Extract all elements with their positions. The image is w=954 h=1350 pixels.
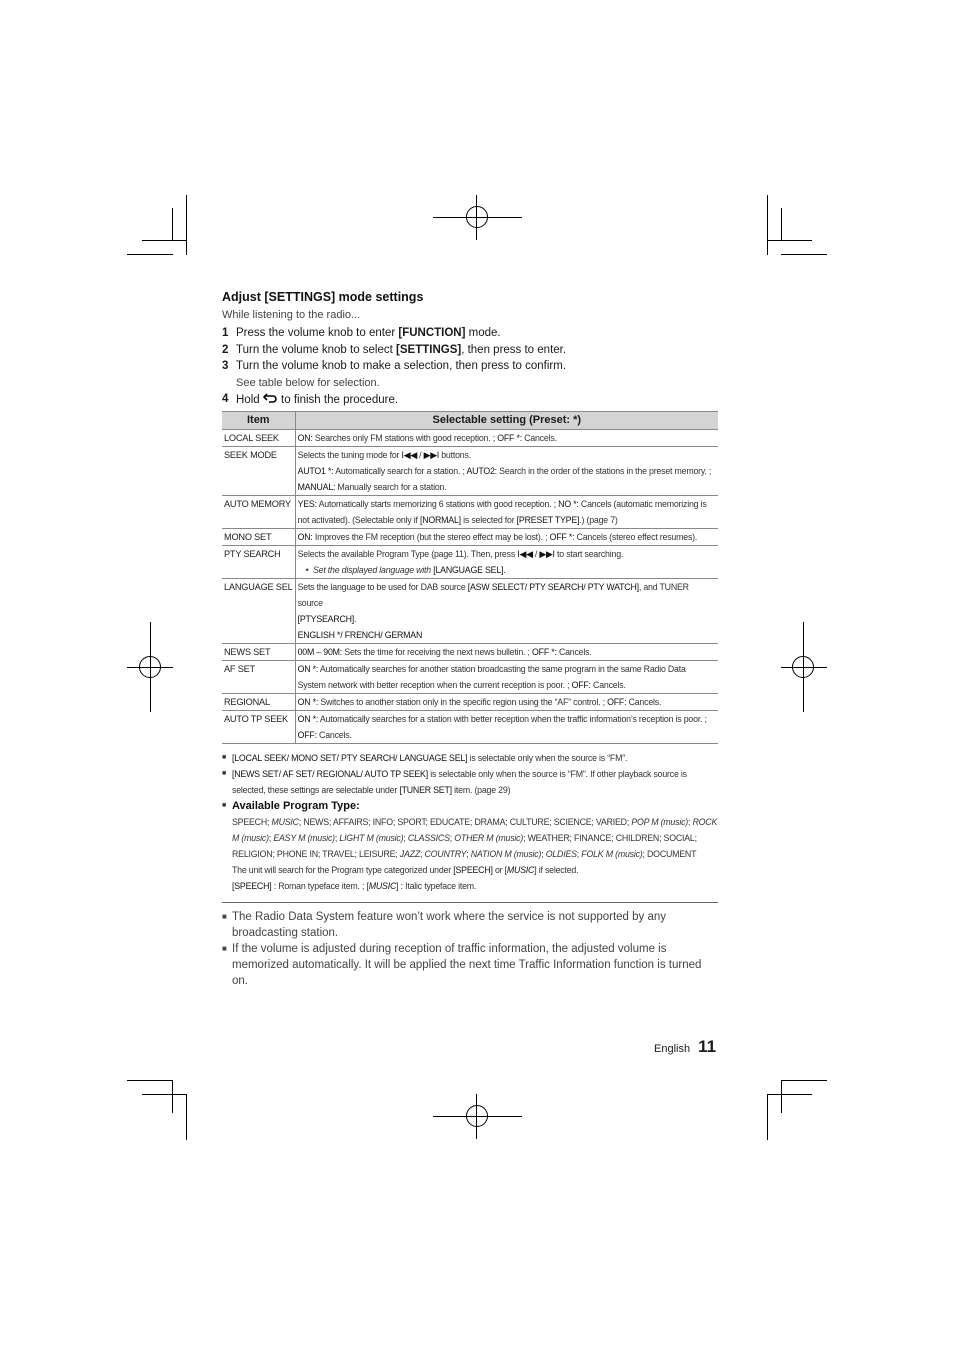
note-item: ■ If the volume is adjusted during reception of traffic information, the adjusted volume is memorized automatically. It will be applied the next time Traffic Information function is turned on. — [222, 941, 718, 989]
crop-mark — [127, 254, 173, 255]
row-item: AUTO TP SEEK — [222, 710, 295, 743]
note-item: ■ Available Program Type: — [222, 798, 718, 814]
next-button-icon: ▶▶I — [423, 449, 439, 460]
divider — [222, 902, 718, 903]
footer-language: English — [654, 1043, 691, 1055]
intro-text: While listening to the radio... — [222, 309, 361, 321]
crop-mark — [172, 208, 173, 241]
table-row — [222, 429, 718, 446]
program-type-list: SPEECH; MUSIC; NEWS; AFFAIRS; INFO; SPORT; EDUCATE; DRAMA; CULTURE; SCIENCE; VARIED; POP M (music); ROCK M (music); EASY M (music); LIGHT M (music); CLASSICS; OTHER M (music); WEATHER; FINANCE; CHILDREN; SOCIAL; RELIGION; PHONE IN; TRAVEL; LEISURE; JAZZ; COUNTRY; NATION M (music); OLDIES; FOLK M (music); DOCUMENT — [232, 816, 718, 859]
table-row — [222, 578, 718, 643]
section-heading: Adjust [SETTINGS] mode settings — [222, 290, 424, 304]
row-setting: YES: Automatically starts memorizing 6 stations with good reception. ; NO *: Cancels (automatic memorizing is not activated). (Selectable only if [NORMAL] is selected for [PRESET TYPE].) (page 7) — [295, 495, 718, 528]
row-setting: ON *: Automatically searches for another station broadcasting the same program in the same Radio Data System network with better reception when the current reception is poor. ; OFF: Cancels. — [295, 660, 718, 693]
page-number: 11 — [698, 1037, 717, 1056]
column-header-setting: Selectable setting (Preset: *) — [295, 411, 718, 429]
crop-mark — [767, 1094, 768, 1140]
note-item: ■ The Radio Data System feature won’t work where the service is not supported by any broadcasting station. — [222, 909, 718, 941]
crop-mark — [767, 240, 812, 241]
table-row — [222, 446, 718, 495]
row-item: LANGUAGE SEL — [222, 578, 295, 643]
crop-mark — [142, 240, 187, 241]
crop-mark — [186, 195, 187, 255]
row-item: LOCAL SEEK — [222, 429, 295, 446]
table-row — [222, 495, 718, 528]
page-content — [222, 290, 718, 989]
crop-mark — [781, 1080, 782, 1113]
table-row — [222, 528, 718, 545]
row-item: NEWS SET — [222, 643, 295, 660]
row-setting: ON: Improves the FM reception (but the stereo effect may be lost). ; OFF *: Cancels (stereo effect resumes). — [295, 528, 718, 545]
step-4: 4 Hold to finish the procedure. — [222, 393, 399, 406]
row-setting: Sets the language to be used for DAB source [ASW SELECT/ PTY SEARCH/ PTY WATCH], and TUNER source [PTYSEARCH]. ENGLISH */ FRENCH/ GERMAN — [295, 578, 718, 643]
step-1: 1 Press the volume knob to enter [FUNCTION] mode. — [222, 327, 501, 339]
back-icon — [263, 391, 278, 408]
row-item: AUTO MEMORY — [222, 495, 295, 528]
crop-mark — [186, 1094, 187, 1140]
row-item: SEEK MODE — [222, 446, 295, 495]
steps-list — [222, 325, 718, 409]
program-search-note: The unit will search for the Program type categorized under [SPEECH] or [MUSIC] if selected. — [232, 864, 579, 875]
crop-mark — [781, 208, 782, 241]
column-header-item: Item — [222, 411, 295, 429]
crop-mark — [172, 1080, 173, 1113]
crop-mark — [767, 1094, 812, 1095]
table-row — [222, 693, 718, 710]
registration-mark — [139, 656, 161, 678]
registration-mark — [466, 206, 488, 228]
next-button-icon: ▶▶I — [539, 548, 555, 559]
page-footer — [654, 1037, 720, 1057]
row-item: REGIONAL — [222, 693, 295, 710]
row-item: PTY SEARCH — [222, 545, 295, 578]
row-item: AF SET — [222, 660, 295, 693]
note-item: ■ [LOCAL SEEK/ MONO SET/ PTY SEARCH/ LANGUAGE SEL] is selectable only when the source is “FM”. — [222, 750, 718, 766]
table-note: • Set the displayed language with [LANGUAGE SEL]. — [305, 564, 506, 575]
step-3: 3 Turn the volume knob to make a selection, then press to confirm. See table below for selection. — [222, 360, 567, 389]
table-row — [222, 643, 718, 660]
prev-button-icon: I◀◀ — [401, 449, 417, 460]
step-2: 2 Turn the volume knob to select [SETTINGS], then press to enter. — [222, 343, 567, 356]
table-header-row — [222, 411, 718, 429]
row-setting: ON *: Switches to another station only in the specific region using the “AF” control. ; OFF: Cancels. — [295, 693, 718, 710]
table-row — [222, 710, 718, 743]
settings-table — [222, 411, 718, 744]
row-setting: Selects the tuning mode for I◀◀ / ▶▶I buttons. AUTO1 *: Automatically search for a station. ; AUTO2: Search in the order of the stations in the preset memory. ; MANUAL: Manually search for a station. — [295, 446, 718, 495]
row-setting: ON *: Automatically searches for a station with better reception when the traffic information’s reception is poor. ; OFF: Cancels. — [295, 710, 718, 743]
row-item: MONO SET — [222, 528, 295, 545]
registration-mark — [466, 1105, 488, 1127]
typeface-note: [SPEECH] : Roman typeface item. ; [MUSIC] : Italic typeface item. — [232, 880, 477, 891]
table-notes — [222, 750, 718, 894]
table-row — [222, 660, 718, 693]
bottom-notes — [222, 909, 718, 989]
crop-mark — [767, 195, 768, 255]
crop-mark — [127, 1080, 173, 1081]
row-setting: Selects the available Program Type (page 11). Then, press I◀◀ / ▶▶I to start searching. • Set the displayed language with [LANGUAGE SEL]. — [295, 545, 718, 578]
crop-mark — [142, 1094, 187, 1095]
note-item: ■ [NEWS SET/ AF SET/ REGIONAL/ AUTO TP SEEK] is selectable only when the source is “FM”. If other playback source is selected, these settings are selectable under [TUNER SET] item. (page 29) — [222, 766, 718, 798]
row-setting: 00M – 90M: Sets the time for receiving the next news bulletin. ; OFF *: Cancels. — [295, 643, 718, 660]
row-setting: ON: Searches only FM stations with good reception. ; OFF *: Cancels. — [295, 429, 718, 446]
crop-mark — [781, 254, 827, 255]
prev-button-icon: I◀◀ — [517, 548, 533, 559]
crop-mark — [781, 1080, 827, 1081]
registration-mark — [792, 656, 814, 678]
table-row — [222, 545, 718, 578]
